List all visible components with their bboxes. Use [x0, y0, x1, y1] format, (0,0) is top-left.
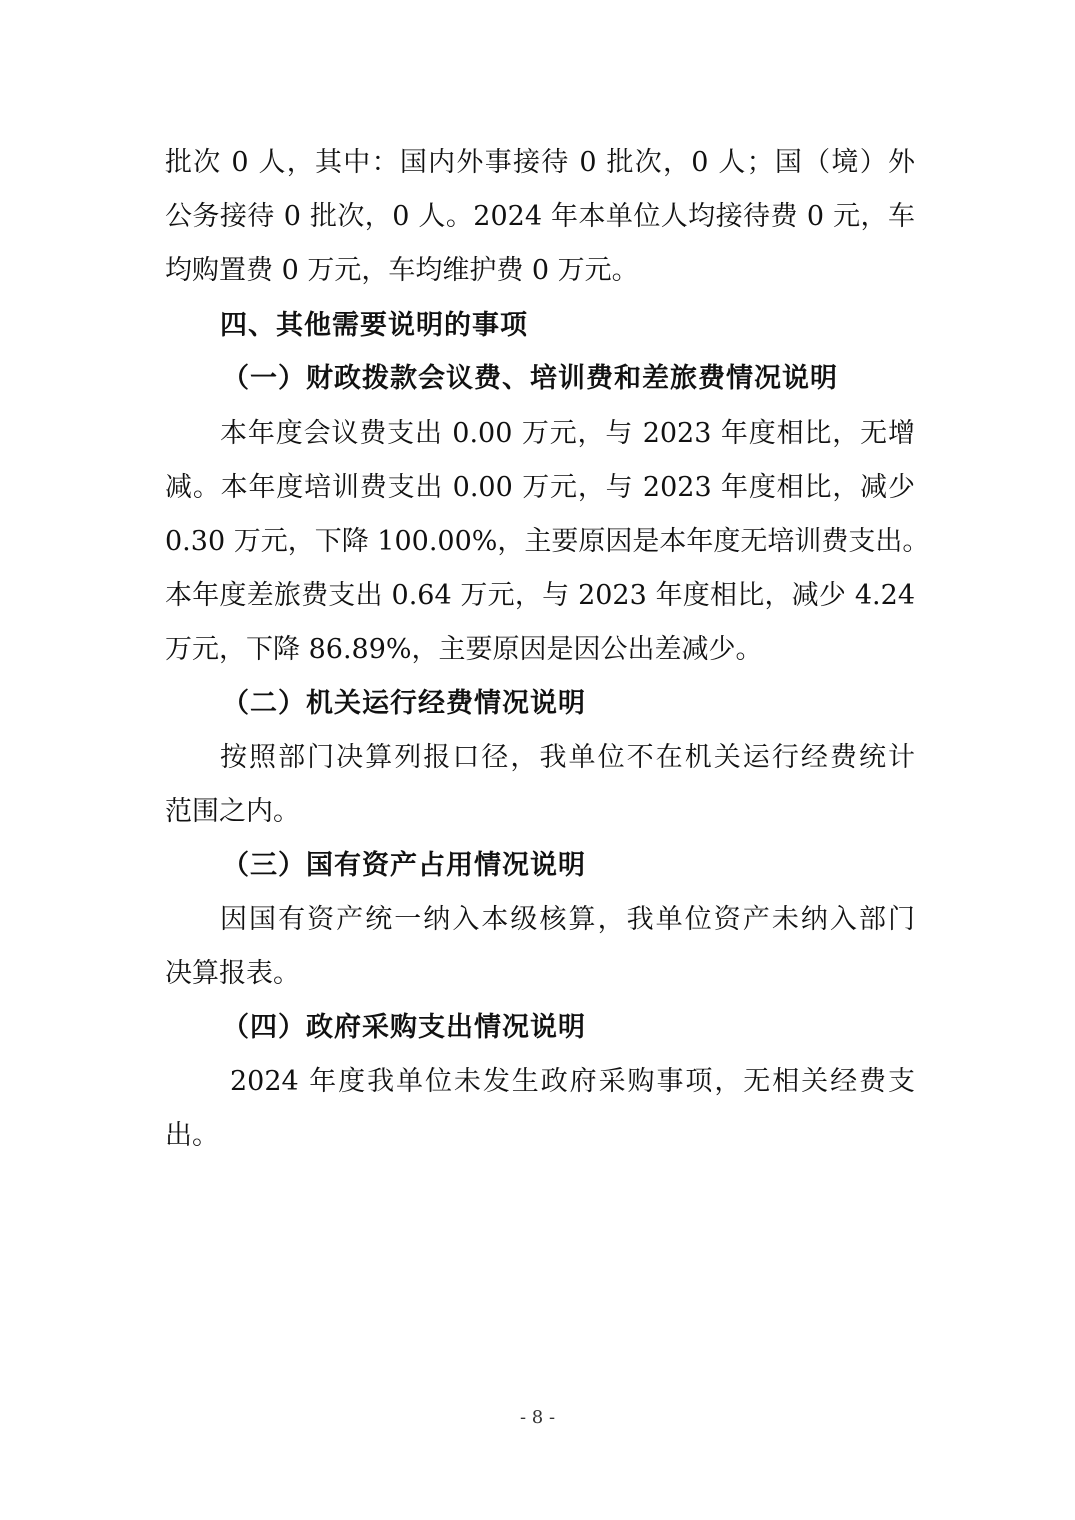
body-text-line: 万元，下降 86.89%，主要原因是因公出差减少。	[165, 634, 763, 665]
body-text-line: 均购置费 0 万元，车均维护费 0 万元。	[165, 255, 639, 286]
section-heading: 四、其他需要说明的事项	[220, 310, 528, 341]
body-text-line: 公务接待 0 批次，0 人。2024 年本单位人均接待费 0 元，车	[165, 201, 915, 232]
body-text-line: 0.30 万元，下降 100.00%，主要原因是本年度无培训费支出。	[165, 526, 930, 557]
body-text-line: 批次 0 人，其中：国内外事接待 0 批次，0 人；国（境）外	[165, 147, 915, 178]
body-text-line: 本年度差旅费支出 0.64 万元，与 2023 年度相比，减少 4.24	[165, 580, 915, 611]
subsection-heading: （四）政府采购支出情况说明	[222, 1012, 586, 1043]
body-text-line: 出。	[165, 1120, 219, 1151]
body-text-line: 按照部门决算列报口径，我单位不在机关运行经费统计	[220, 742, 915, 773]
page-number: - 8 -	[519, 1407, 556, 1428]
body-text-line: 范围之内。	[165, 796, 300, 827]
body-text-line: 因国有资产统一纳入本级核算，我单位资产未纳入部门	[220, 904, 915, 935]
body-text-line: 本年度会议费支出 0.00 万元，与 2023 年度相比，无增	[220, 418, 915, 449]
subsection-heading: （二）机关运行经费情况说明	[222, 688, 586, 719]
body-text-line: 减。本年度培训费支出 0.00 万元，与 2023 年度相比，减少	[165, 472, 915, 503]
subsection-heading: （一）财政拨款会议费、培训费和差旅费情况说明	[222, 363, 838, 394]
body-text-line: 决算报表。	[165, 958, 300, 989]
subsection-heading: （三）国有资产占用情况说明	[222, 850, 586, 881]
body-text-line: 2024 年度我单位未发生政府采购事项，无相关经费支	[230, 1066, 915, 1097]
